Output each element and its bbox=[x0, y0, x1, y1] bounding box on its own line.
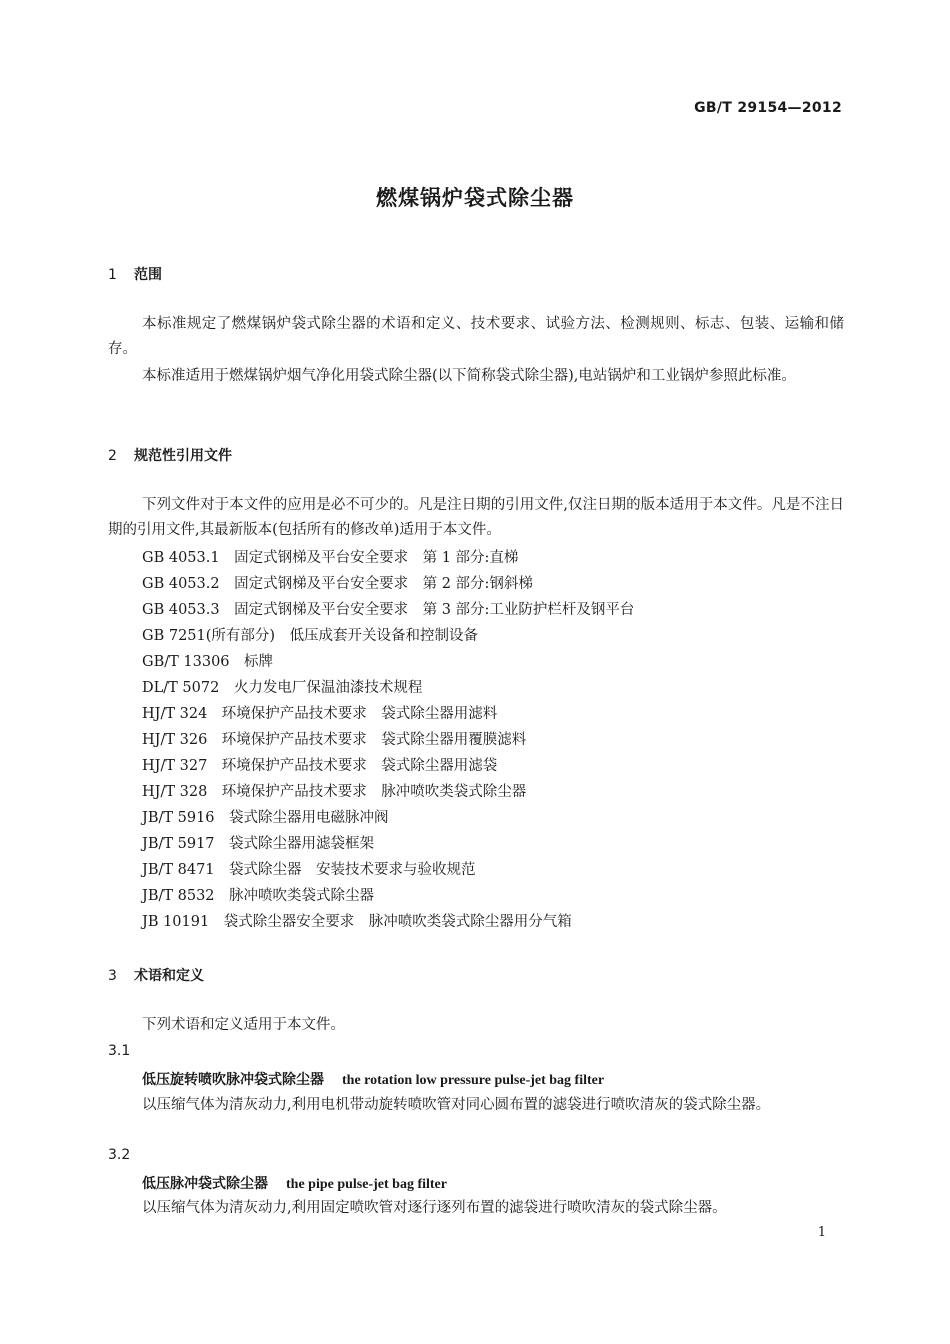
term-3-2-heading bbox=[142, 1173, 447, 1193]
term-3-1-definition: 以压缩气体为清灰动力,利用电机带动旋转喷吹管对同心圆布置的滤袋进行喷吹清灰的袋式除尘器。 bbox=[142, 1097, 771, 1113]
reference-item: GB 4053.2 固定式钢梯及平台安全要求 第 2 部分:钢斜梯 bbox=[142, 576, 533, 592]
document-title: 燃煤锅炉袋式除尘器 bbox=[376, 186, 574, 210]
reference-item: HJ/T 328 环境保护产品技术要求 脉冲喷吹类袋式除尘器 bbox=[142, 784, 527, 800]
section-3-heading bbox=[108, 965, 204, 985]
section-3-title: 术语和定义 bbox=[134, 968, 204, 984]
reference-item: HJ/T 326 环境保护产品技术要求 袋式除尘器用覆膜滤料 bbox=[142, 732, 527, 748]
reference-item: GB/T 13306 标牌 bbox=[142, 654, 274, 670]
section-2-intro: 下列文件对于本文件的应用是必不可少的。凡是注日期的引用文件,仅注日期的版本适用于本文件。凡是不注日期的引用文件,其最新版本(包括所有的修改单)适用于本文件。 bbox=[108, 497, 844, 538]
standard-code: GB/T 29154—2012 bbox=[694, 100, 842, 116]
page-number: 1 bbox=[817, 1225, 826, 1240]
reference-item: JB/T 5917 袋式除尘器用滤袋框架 bbox=[142, 836, 375, 852]
section-3-number: 3 bbox=[108, 968, 117, 984]
section-1-paragraph-2: 本标准适用于燃煤锅炉烟气净化用袋式除尘器(以下简称袋式除尘器),电站锅炉和工业锅炉参照此标准。 bbox=[142, 368, 796, 384]
term-3-2-definition: 以压缩气体为清灰动力,利用固定喷吹管对逐行逐列布置的滤袋进行喷吹清灰的袋式除尘器。 bbox=[142, 1200, 727, 1216]
reference-item: JB 10191 袋式除尘器安全要求 脉冲喷吹类袋式除尘器用分气箱 bbox=[142, 914, 572, 930]
reference-item: JB/T 5916 袋式除尘器用电磁脉冲阀 bbox=[142, 810, 389, 826]
section-1-number: 1 bbox=[108, 267, 117, 283]
section-1-heading bbox=[108, 264, 162, 284]
reference-item: GB 4053.3 固定式钢梯及平台安全要求 第 3 部分:工业防护栏杆及钢平台 bbox=[142, 602, 635, 618]
reference-item: GB 7251(所有部分) 低压成套开关设备和控制设备 bbox=[142, 628, 479, 644]
reference-item: HJ/T 324 环境保护产品技术要求 袋式除尘器用滤料 bbox=[142, 706, 498, 722]
normative-references-list bbox=[142, 545, 634, 935]
term-3-1-name-zh: 低压旋转喷吹脉冲袋式除尘器 bbox=[142, 1072, 324, 1088]
section-1-paragraph-1: 本标准规定了燃煤锅炉袋式除尘器的术语和定义、技术要求、试验方法、检测规则、标志、包装、运输和储存。 bbox=[108, 316, 844, 357]
section-2-title: 规范性引用文件 bbox=[134, 448, 232, 464]
section-2-heading bbox=[108, 445, 232, 465]
section-3-intro: 下列术语和定义适用于本文件。 bbox=[142, 1017, 345, 1033]
term-3-1-heading bbox=[142, 1069, 604, 1089]
reference-item: JB/T 8532 脉冲喷吹类袋式除尘器 bbox=[142, 888, 375, 904]
reference-item: JB/T 8471 袋式除尘器 安装技术要求与验收规范 bbox=[142, 862, 476, 878]
section-2-number: 2 bbox=[108, 448, 117, 464]
term-3-1-name-en: the rotation low pressure pulse-jet bag filter bbox=[342, 1073, 605, 1088]
term-3-1-number: 3.1 bbox=[108, 1043, 131, 1059]
reference-item: DL/T 5072 火力发电厂保温油漆技术规程 bbox=[142, 680, 423, 696]
term-3-2-name-en: the pipe pulse-jet bag filter bbox=[286, 1177, 447, 1192]
reference-item: HJ/T 327 环境保护产品技术要求 袋式除尘器用滤袋 bbox=[142, 758, 498, 774]
term-3-2-number: 3.2 bbox=[108, 1147, 131, 1163]
section-1-title: 范围 bbox=[134, 267, 162, 283]
term-3-2-name-zh: 低压脉冲袋式除尘器 bbox=[142, 1176, 268, 1192]
reference-item: GB 4053.1 固定式钢梯及平台安全要求 第 1 部分:直梯 bbox=[142, 550, 519, 566]
